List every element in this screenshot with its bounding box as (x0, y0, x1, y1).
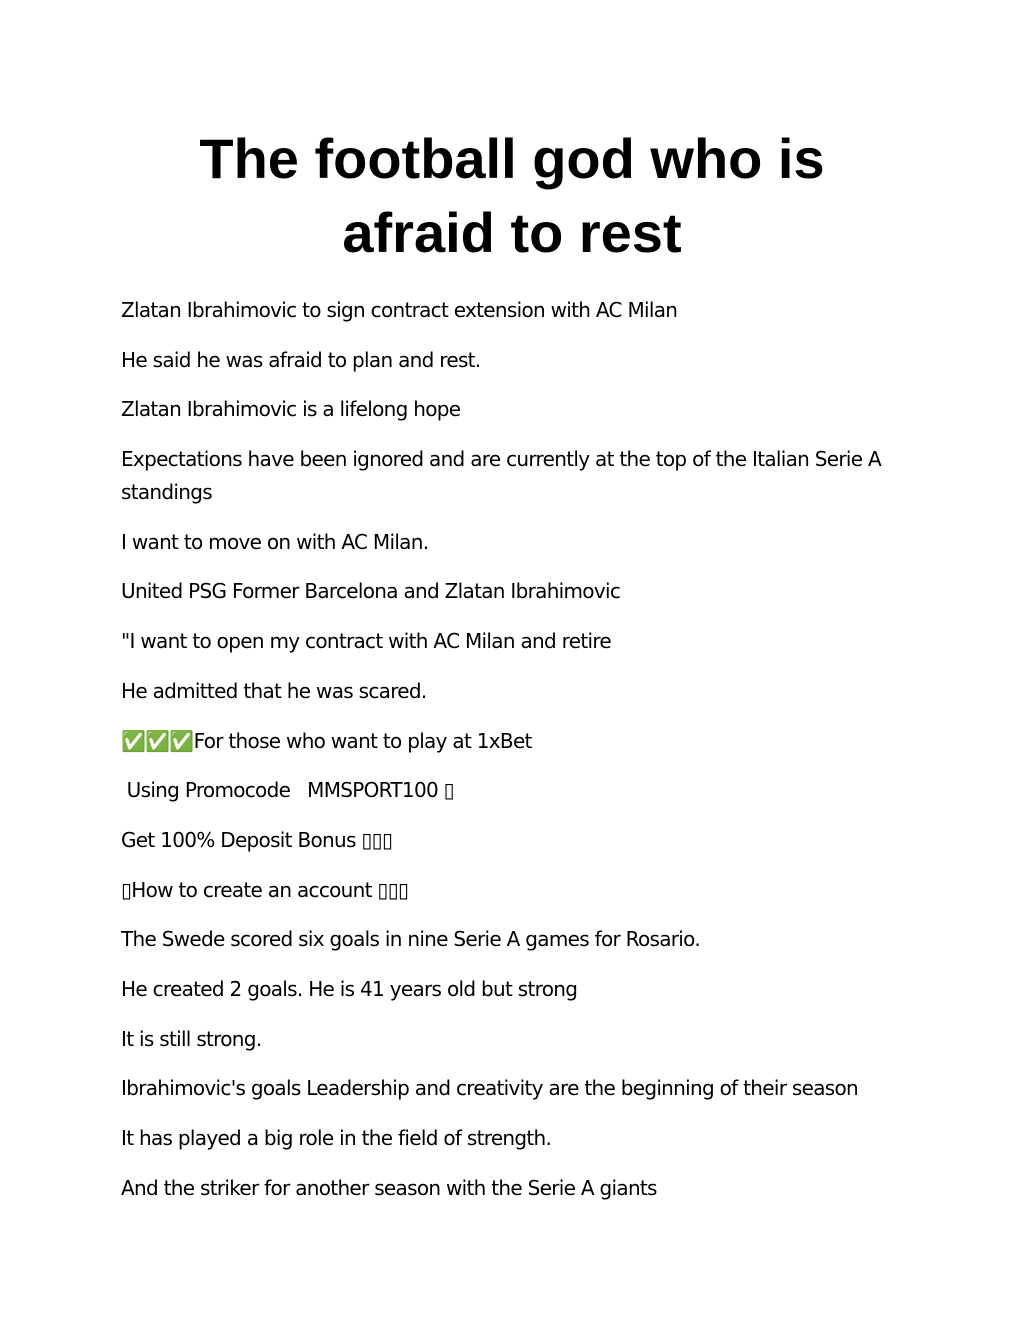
bonus-paragraph: Get 100% Deposit Bonus ▯▯▯ (121, 827, 393, 852)
paragraph: Ibrahimovic's goals Leadership and creativity are the beginning of their season (121, 1076, 859, 1101)
paragraph: He said he was afraid to plan and rest. (121, 347, 481, 372)
paragraph: He admitted that he was scared. (121, 678, 427, 703)
paragraph: It has played a big role in the field of strength. (121, 1126, 552, 1150)
paragraph: Zlatan Ibrahimovic is a lifelong hope (121, 397, 461, 422)
paragraph: It is still strong. (121, 1026, 262, 1051)
paragraph: I want to move on with AC Milan. (121, 529, 429, 554)
title-line-2: afraid to rest (342, 201, 682, 264)
document-title (112, 122, 912, 270)
paragraph: United PSG Former Barcelona and Zlatan Ibrahimovic (121, 579, 621, 604)
paragraph: "I want to open my contract with AC Milan and retire (121, 629, 612, 654)
promo-paragraph: ✅✅✅For those who want to play at 1xBet (121, 728, 532, 753)
paragraph: He created 2 goals. He is 41 years old but strong (121, 976, 578, 1001)
title-line-1: The football god who is (199, 127, 825, 190)
paragraph: Expectations have been ignored and are currently at the top of the Italian Serie A standings (121, 447, 887, 505)
paragraph: And the striker for another season with the Serie A giants (121, 1175, 657, 1200)
account-paragraph: ▯How to create an account ▯▯▯ (121, 877, 409, 902)
document-body (121, 294, 911, 1221)
paragraph: The Swede scored six goals in nine Serie A games for Rosario. (121, 927, 700, 952)
paragraph: Zlatan Ibrahimovic to sign contract extension with AC Milan (121, 298, 678, 322)
promocode-paragraph: Using Promocode MMSPORT100 ▯ (121, 778, 454, 803)
